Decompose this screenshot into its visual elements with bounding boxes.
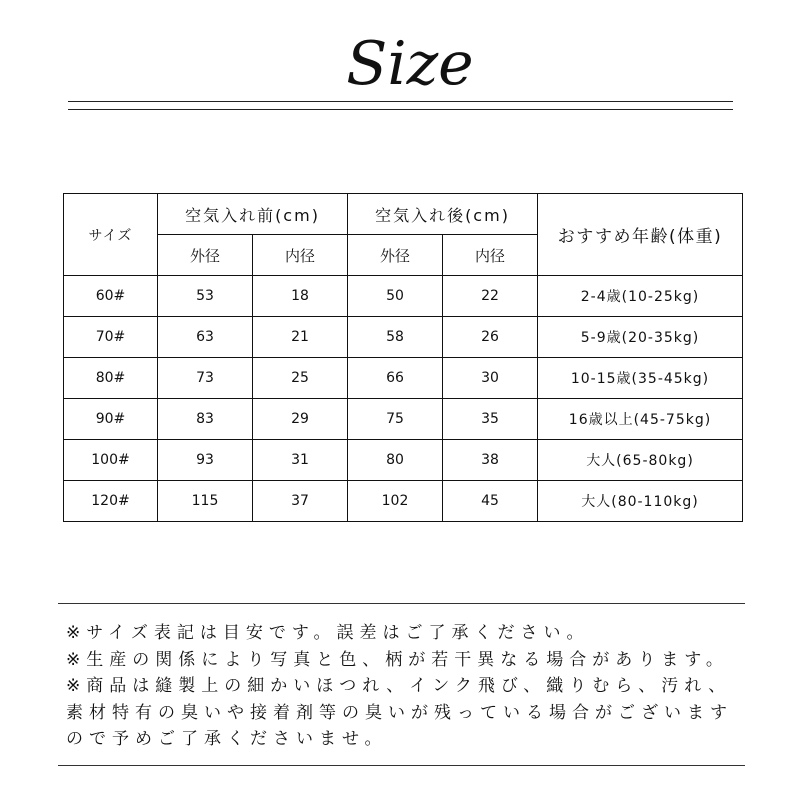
header-before-inner-diameter: 内径: [253, 235, 348, 276]
size-cell: 90#: [64, 399, 158, 440]
size-table: [63, 193, 743, 522]
before-inner-cell: 21: [253, 317, 348, 358]
after-inner-cell: 22: [443, 276, 538, 317]
size-cell: 100#: [64, 440, 158, 481]
age-cell: 5-9歳(20-35kg): [538, 317, 743, 358]
header-size: サイズ: [64, 194, 158, 276]
title-divider-lower: [68, 109, 733, 110]
table-row: [64, 399, 743, 440]
header-before-outer-diameter: 外径: [158, 235, 253, 276]
header-row-1: [64, 194, 743, 235]
note-line: ※生産の関係により写真と色、柄が若干異なる場合があります。: [66, 649, 729, 670]
age-cell: 2-4歳(10-25kg): [538, 276, 743, 317]
notes-divider-top: [58, 603, 745, 604]
before-outer-cell: 115: [158, 481, 253, 522]
header-recommended-age: おすすめ年齢(体重): [538, 194, 743, 276]
after-outer-cell: 80: [348, 440, 443, 481]
before-inner-cell: 25: [253, 358, 348, 399]
before-inner-cell: 18: [253, 276, 348, 317]
age-cell: 大人(65-80kg): [538, 440, 743, 481]
table-row: [64, 358, 743, 399]
before-outer-cell: 83: [158, 399, 253, 440]
size-cell: 80#: [64, 358, 158, 399]
age-cell: 大人(80-110kg): [538, 481, 743, 522]
after-outer-cell: 50: [348, 276, 443, 317]
table-row: [64, 276, 743, 317]
notes-divider-bottom: [58, 765, 745, 766]
note-line: ※商品は縫製上の細かいほつれ、インク飛び、織りむら、汚れ、: [66, 676, 732, 696]
size-cell: 70#: [64, 317, 158, 358]
header-after-inner-diameter: 内径: [443, 235, 538, 276]
note-line: 素材特有の臭いや接着剤等の臭いが残っている場合がございます: [66, 702, 733, 723]
after-outer-cell: 66: [348, 358, 443, 399]
table-row: [64, 440, 743, 481]
age-cell: 10-15歳(35-45kg): [538, 358, 743, 399]
header-after-inflation: 空気入れ後(cm): [348, 194, 538, 235]
table-row: [64, 481, 743, 522]
after-inner-cell: 26: [443, 317, 538, 358]
size-cell: 60#: [64, 276, 158, 317]
after-inner-cell: 30: [443, 358, 538, 399]
after-inner-cell: 45: [443, 481, 538, 522]
title-divider-upper: [68, 101, 733, 102]
header-before-inflation: 空気入れ前(cm): [158, 194, 348, 235]
note-line: ので予めご了承くださいませ。: [66, 729, 388, 749]
before-outer-cell: 73: [158, 358, 253, 399]
before-inner-cell: 37: [253, 481, 348, 522]
after-inner-cell: 38: [443, 440, 538, 481]
header-after-outer-diameter: 外径: [348, 235, 443, 276]
after-outer-cell: 75: [348, 399, 443, 440]
after-inner-cell: 35: [443, 399, 538, 440]
size-cell: 120#: [64, 481, 158, 522]
age-cell: 16歳以上(45-75kg): [538, 399, 743, 440]
table-row: [64, 317, 743, 358]
before-outer-cell: 63: [158, 317, 253, 358]
after-outer-cell: 102: [348, 481, 443, 522]
note-line: ※サイズ表記は目安です。誤差はご了承ください。: [66, 623, 590, 643]
before-inner-cell: 31: [253, 440, 348, 481]
notes-block: [66, 620, 766, 753]
before-inner-cell: 29: [253, 399, 348, 440]
before-outer-cell: 93: [158, 440, 253, 481]
before-outer-cell: 53: [158, 276, 253, 317]
after-outer-cell: 58: [348, 317, 443, 358]
page-title: Size: [346, 29, 474, 99]
